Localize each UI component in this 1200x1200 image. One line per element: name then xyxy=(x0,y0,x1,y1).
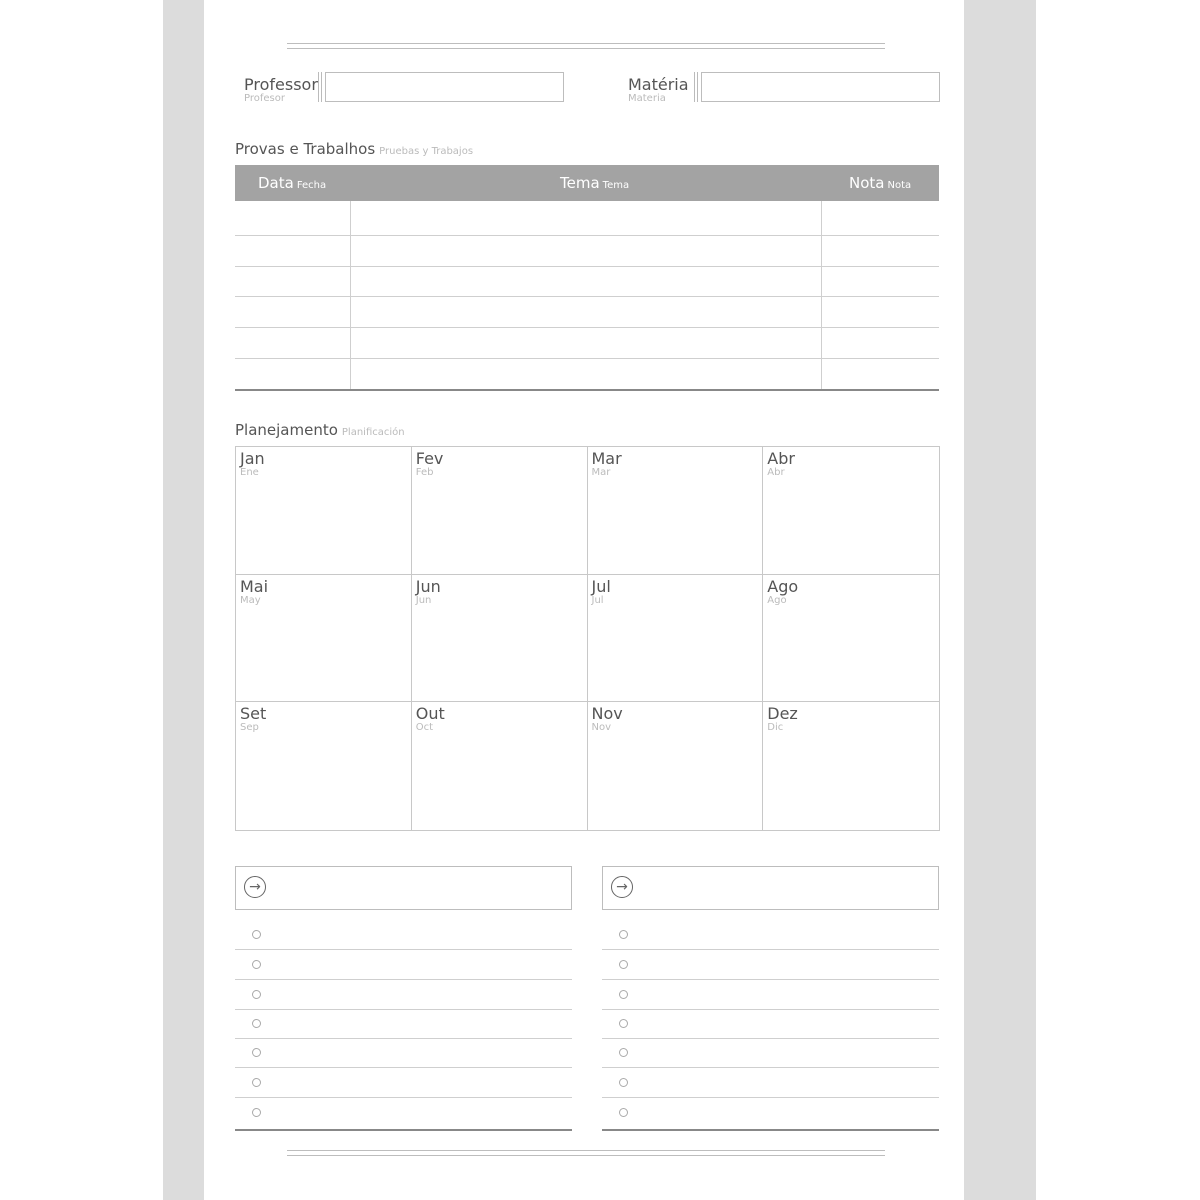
right-margin-band xyxy=(964,0,1036,1200)
checklist-item[interactable] xyxy=(602,920,939,950)
right-list-heading-field[interactable] xyxy=(602,866,939,910)
table-row-line xyxy=(235,266,939,267)
month-sub: Sep xyxy=(240,722,259,734)
materia-sublabel: Materia xyxy=(628,93,666,104)
checklist-item[interactable] xyxy=(235,920,572,950)
month-name: Mar xyxy=(591,449,622,468)
column-header-date: Data Fecha xyxy=(258,174,327,192)
left-list-heading-field[interactable] xyxy=(235,866,572,910)
planning-title-sub: Planificación xyxy=(341,427,405,438)
month-cell-feb[interactable] xyxy=(412,447,588,575)
circle-bullet-icon xyxy=(619,990,628,999)
checklist-item[interactable] xyxy=(235,1038,572,1068)
circle-bullet-icon xyxy=(619,1078,628,1087)
checklist-item[interactable] xyxy=(235,1068,572,1098)
table-column-divider xyxy=(821,201,822,389)
checklist-item[interactable] xyxy=(602,950,939,980)
checklist-item[interactable] xyxy=(235,1098,572,1131)
month-name: Fev xyxy=(415,449,444,468)
month-name: Nov xyxy=(591,704,623,724)
grades-table-header xyxy=(235,165,939,201)
professor-sublabel: Profesor xyxy=(244,93,285,104)
checklist-item[interactable] xyxy=(235,1009,572,1039)
column-header-topic: Tema Tema xyxy=(560,174,630,192)
circle-bullet-icon xyxy=(619,1019,628,1028)
month-name: Dez xyxy=(767,704,798,724)
circle-bullet-icon xyxy=(252,930,261,939)
checklist-item[interactable] xyxy=(602,1009,939,1039)
month-name: Jul xyxy=(591,576,611,596)
table-row-line xyxy=(235,235,939,236)
month-sub: Ene xyxy=(240,467,259,478)
checklist-item[interactable] xyxy=(602,1068,939,1098)
month-sub: May xyxy=(240,594,261,606)
table-column-divider xyxy=(350,201,351,389)
professor-separator xyxy=(318,72,322,102)
table-row-line xyxy=(235,358,939,359)
circle-bullet-icon xyxy=(252,1078,261,1087)
grades-title: Provas e Trabalhos xyxy=(235,140,376,158)
arrow-right-circle-icon: → xyxy=(244,876,266,898)
month-name: Jun xyxy=(415,576,441,596)
top-double-rule xyxy=(287,43,885,49)
month-sub: Mar xyxy=(591,467,611,478)
month-cell-sep[interactable] xyxy=(236,702,412,830)
checklist-item[interactable] xyxy=(602,1038,939,1068)
circle-bullet-icon xyxy=(252,1048,261,1057)
professor-field[interactable] xyxy=(325,72,564,102)
circle-bullet-icon xyxy=(252,990,261,999)
arrow-right-circle-icon: → xyxy=(611,876,633,898)
month-cell-aug[interactable] xyxy=(763,575,939,703)
left-margin-band xyxy=(163,0,204,1200)
table-bottom-rule xyxy=(235,389,939,391)
month-sub: Abr xyxy=(767,467,785,478)
circle-bullet-icon xyxy=(619,1048,628,1057)
circle-bullet-icon xyxy=(619,930,628,939)
month-sub: Jul xyxy=(591,594,604,606)
table-row-line xyxy=(235,296,939,297)
circle-bullet-icon xyxy=(619,1108,628,1117)
month-cell-jan[interactable] xyxy=(236,447,412,575)
month-sub: Ago xyxy=(767,594,787,606)
month-sub: Feb xyxy=(415,467,434,478)
grades-title-sub: Pruebas y Trabajos xyxy=(379,146,474,157)
month-name: Set xyxy=(240,704,267,724)
professor-label: Professor xyxy=(244,75,318,94)
bottom-double-rule xyxy=(287,1150,885,1156)
month-cell-mar[interactable] xyxy=(588,447,764,575)
month-cell-dec[interactable] xyxy=(763,702,939,830)
month-cell-may[interactable] xyxy=(236,575,412,703)
month-cell-oct[interactable] xyxy=(412,702,588,830)
month-sub: Dic xyxy=(767,722,784,734)
left-checklist xyxy=(235,920,572,1134)
month-name: Mai xyxy=(240,576,269,596)
checklist-item[interactable] xyxy=(602,980,939,1010)
circle-bullet-icon xyxy=(252,1108,261,1117)
materia-field[interactable] xyxy=(701,72,940,102)
month-cell-jun[interactable] xyxy=(412,575,588,703)
month-name: Abr xyxy=(767,449,795,468)
month-sub: Jun xyxy=(415,594,432,606)
month-name: Out xyxy=(415,704,445,724)
right-checklist xyxy=(602,920,939,1134)
month-cell-apr[interactable] xyxy=(763,447,939,575)
month-sub: Oct xyxy=(415,722,434,734)
grades-section-title xyxy=(235,141,473,160)
grades-table-body xyxy=(235,201,939,391)
month-cell-jul[interactable] xyxy=(588,575,764,703)
materia-separator xyxy=(694,72,698,102)
month-cell-nov[interactable] xyxy=(588,702,764,830)
month-name: Ago xyxy=(767,576,799,596)
month-sub: Nov xyxy=(591,722,612,734)
planning-title: Planejamento xyxy=(235,421,338,439)
circle-bullet-icon xyxy=(252,1019,261,1028)
month-name: Jan xyxy=(240,449,265,468)
circle-bullet-icon xyxy=(252,960,261,969)
column-header-grade: Nota Nota xyxy=(849,174,912,192)
planning-section-title xyxy=(235,422,405,441)
checklist-item[interactable] xyxy=(602,1098,939,1131)
table-row-line xyxy=(235,327,939,328)
materia-label: Matéria xyxy=(628,75,689,94)
circle-bullet-icon xyxy=(619,960,628,969)
checklist-item[interactable] xyxy=(235,950,572,980)
planning-grid xyxy=(235,446,940,831)
checklist-item[interactable] xyxy=(235,980,572,1010)
